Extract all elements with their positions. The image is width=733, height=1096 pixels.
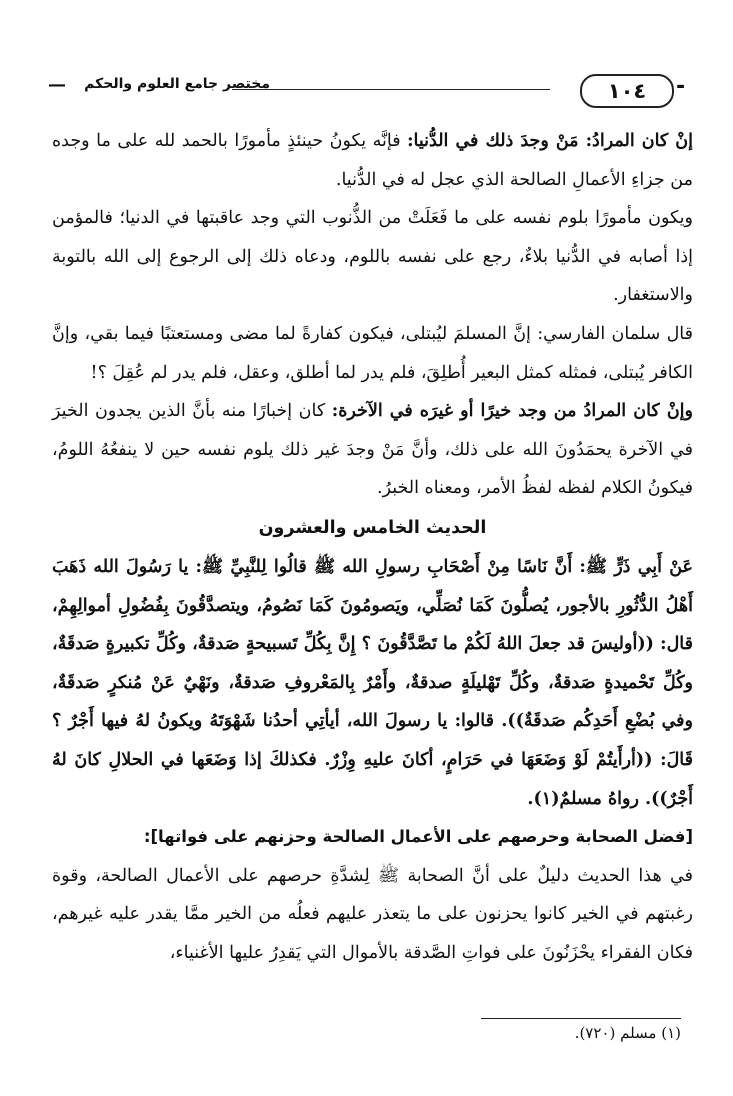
subsection-heading: [فضل الصحابة وحرصهم على الأعمال الصالحة وحزنهم على فواتها]:: [143, 827, 693, 847]
book-title-dash: —: [48, 74, 66, 95]
paragraph: [52, 199, 693, 315]
page-body: [52, 122, 693, 972]
page-number: ١٠٤: [580, 74, 674, 108]
paragraph: [52, 857, 693, 973]
page-header: [40, 70, 690, 110]
page-number-dash: -: [676, 74, 686, 99]
paragraph-text: قال سلمان الفارسي: إنَّ المسلمَ ليُبتلى، فيكون كفارةً لما مضى ومستعتبًا فيما بقي، وإنَّ الكافر يُبتلى، فمثله كمثل البعير أُطلِقَ، فلم يدر لما أطلق، وعقل، فلم يدر لم عُقِلَ ؟!: [52, 323, 693, 383]
footnote: (١) مسلم (٧٢٠).: [574, 1024, 681, 1042]
paragraph: [52, 315, 693, 392]
section-title: الحديث الخامس والعشرون: [258, 517, 487, 538]
paragraph: [52, 392, 693, 508]
paragraph-text: كان إخبارًا منه بأنَّ الذين يجدون الخيرَ في الآخرة يحمَدُونَ الله على ذلك، وأنَّ مَنْ وجدَ غير ذلك يلوم نفسه حين لا ينفعُهُ اللومُ، فيكونُ الكلام لفظه لفظُ الأمر، ومعناه الخبرُ.: [52, 401, 693, 499]
header-rule: [232, 89, 550, 90]
hadith-text: عَنْ أَبِي ذَرٍّ ﷺ: أَنَّ نَاسًا مِنْ أَصْحَابِ رسولِ الله ﷺ قالُوا لِلنَّبِيِّ ﷺ: يا رَسُولَ الله ذَهَبَ أَهْلُ الدُّثُورِ بالأجور، يُصلُّونَ كَمَا نُصَلِّي، ويَصومُونَ كَمَا نَصُومُ، ويتصدَّقُونَ بِفُضُولِ أموالِهِمْ، قال: ((أوليسَ قد جعلَ اللهُ لَكُمْ ما تَصَّدَّقُونَ ؟ إِنَّ بِكُلِّ تَسبيحةٍ صَدقةٌ، وكُلِّ تكبيرةٍ صَدقَةٌ، وكُلِّ تَحْميدةٍ صَدقةٌ، وكُلِّ تَهْليلَةٍ صدقةٌ، وأَمْرٌ بِالمَعْروفِ صَدقةٌ، ونَهْيٌ عَنْ مُنكرٍ صَدقَةٌ، وفي بُضْعِ أَحَدِكُم صَدقَةٌ)). قالوا: يا رسولَ الله، أيأتِي أحدُنا شَهْوَتَهُ ويكونُ لهُ فيها أَجْرٌ ؟ قَالَ: ((أرأَيتُمْ لَوْ وَضَعَهَا في حَرَامٍ، أكانَ عليهِ وِزْرٌ. فكذلكَ إذا وَضَعَها في الحلالِ كانَ لهُ أَجْرٌ)). رواهُ مسلمٌ(١).: [52, 556, 693, 809]
footnote-rule: [481, 1018, 681, 1019]
paragraph-text: ويكون مأمورًا بلوم نفسه على ما فَعَلَتْ من الذُّنوب التي وجد عاقبتها في الدنيا؛ فالمؤمن إذا أصابه في الدُّنيا بلاءٌ، رجع على نفسه باللوم، ودعاه ذلك إلى الرجوع إلى الله بالتوبة والاستغفار.: [52, 208, 693, 306]
paragraph-lead: إنْ كان المرادُ: مَنْ وجدَ ذلك في الدُّنيا:: [407, 131, 693, 151]
paragraph: [52, 122, 693, 199]
paragraph-lead: وإنْ كان المرادُ من وجد خيرًا أو غيرَه في الآخرة:: [331, 401, 693, 422]
paragraph-text: فإنَّه يكونُ حينئذٍ مأمورًا بالحمد لله على ما وجده من جزاءِ الأعمالِ الصالحة الذي عجل له في الدُّنيا.: [52, 131, 693, 190]
book-title: مختصر جامع العلوم والحكم: [84, 76, 270, 92]
paragraph-text: في هذا الحديث دليلٌ على أنَّ الصحابة ﷺ لِشدَّةِ حرصهم على الأعمال الصالحة، وقوة رغبتهم في الخير كانوا يحزنون على ما يتعذر عليهم فعلُه من الخير ممَّا يقدر عليه غيرهم، فكان الفقراء يحْزَنُونَ على فواتِ الصَّدقة بالأموال التي يَقدِرُ عليها الأغنياء،: [52, 865, 693, 963]
